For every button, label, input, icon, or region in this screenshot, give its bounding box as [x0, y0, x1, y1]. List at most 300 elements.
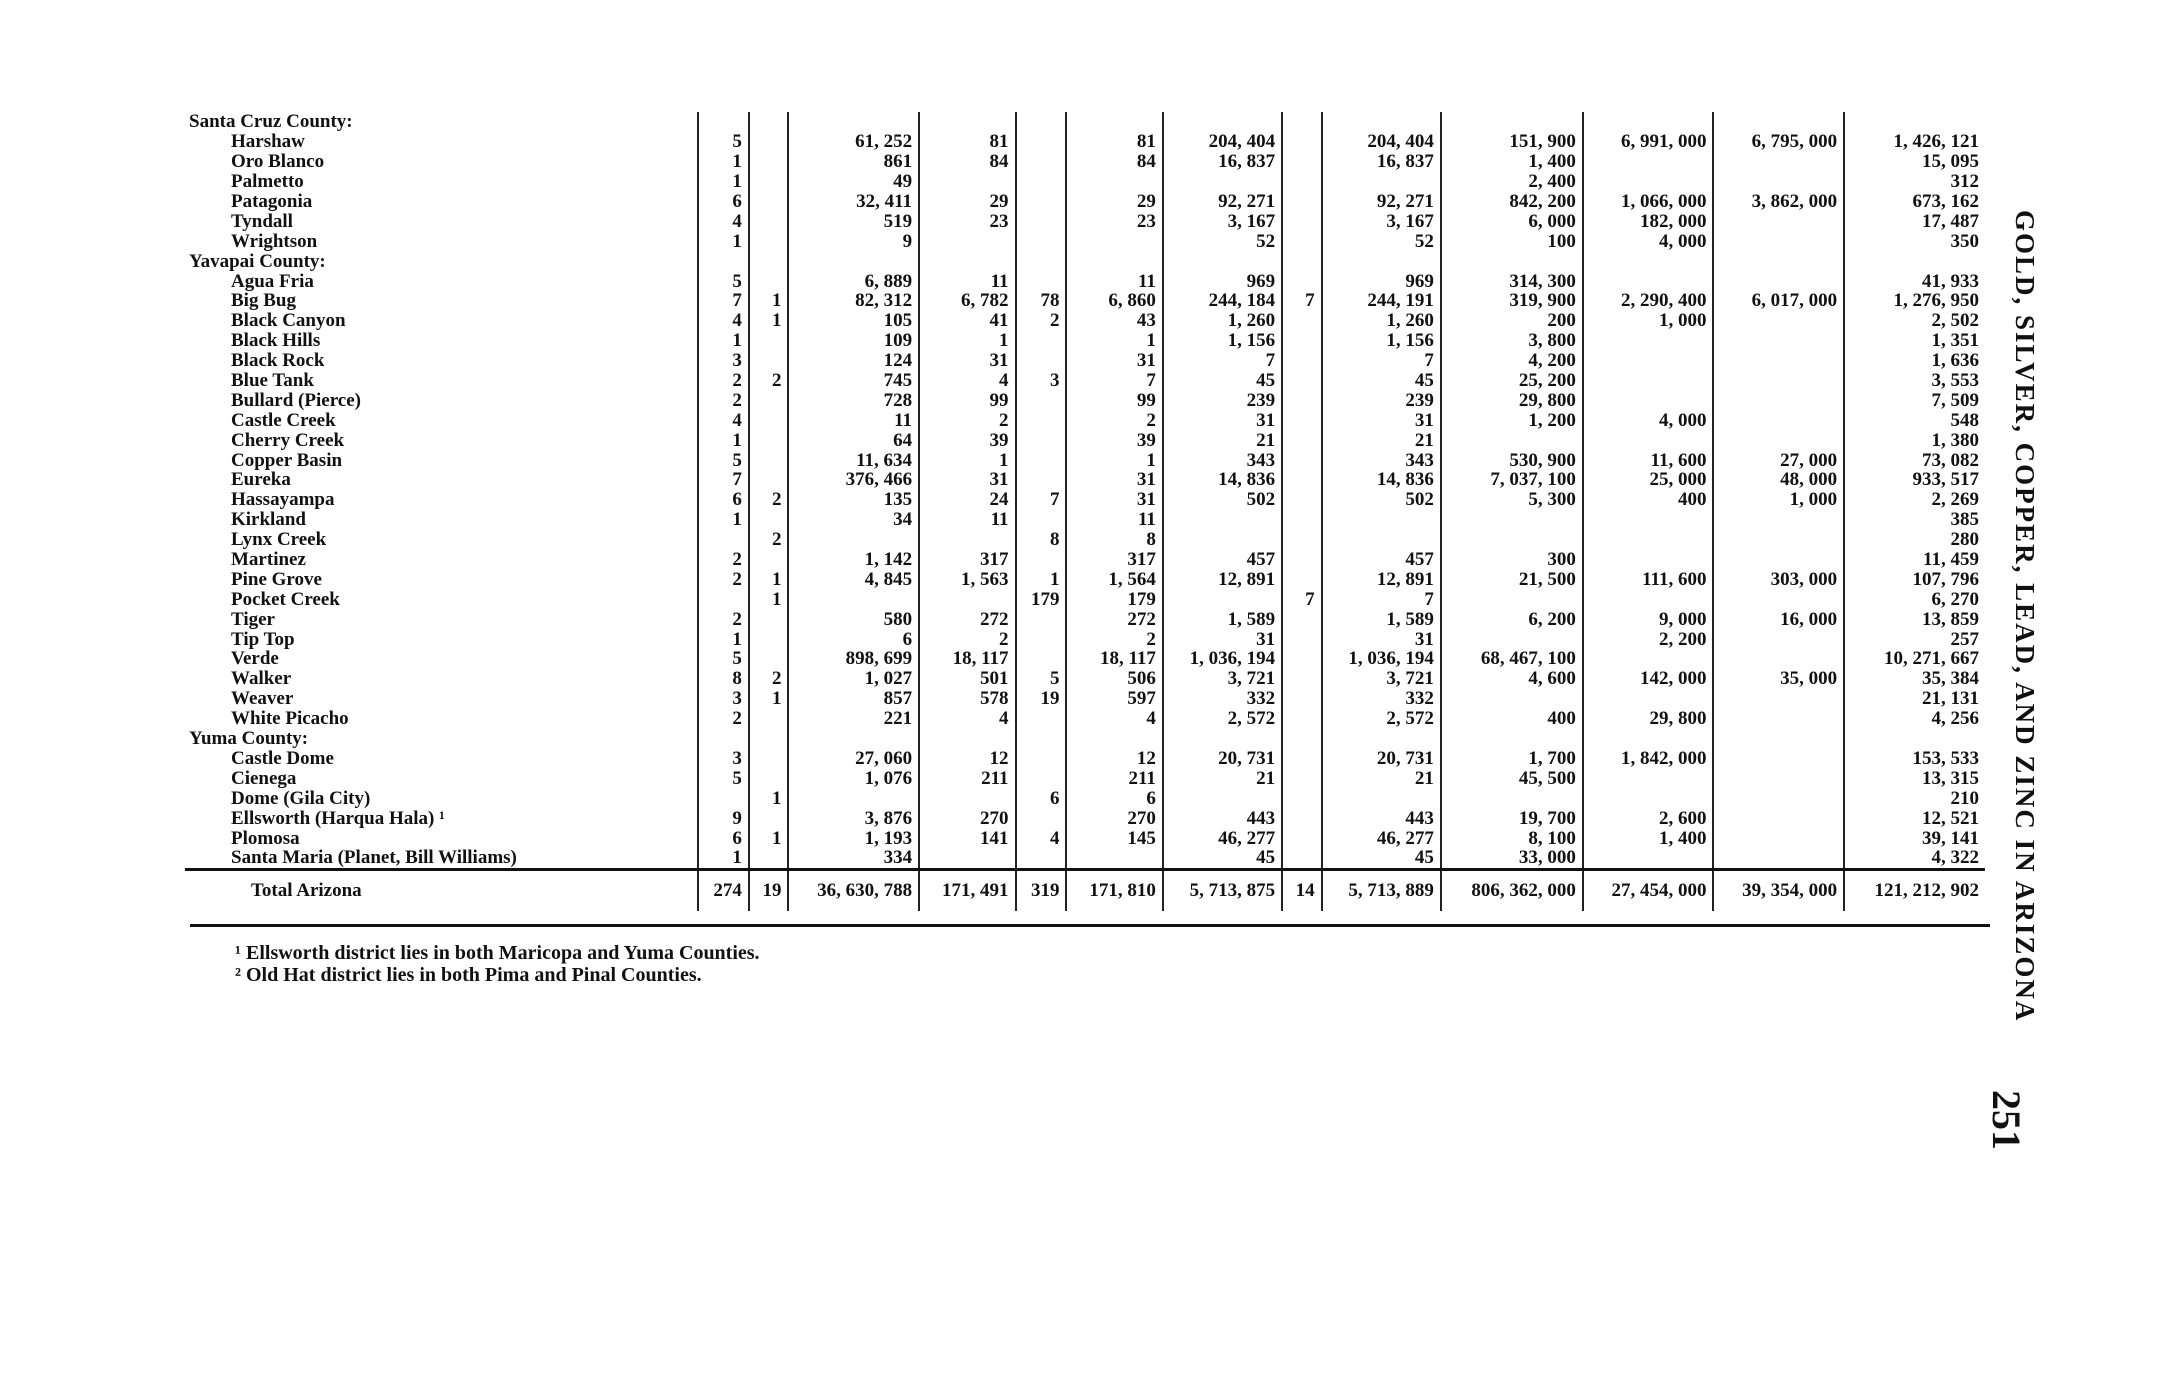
table-cell: 211 — [919, 768, 1015, 788]
district-name: Dome (Gila City) — [231, 787, 371, 809]
table-cell — [698, 530, 749, 550]
table-cell: 1 — [698, 629, 749, 649]
table-cell — [1016, 450, 1067, 470]
table-cell — [1066, 251, 1162, 271]
district-name: Eureka — [231, 469, 291, 491]
table-cell: 12 — [919, 749, 1015, 769]
table-cell: 2 — [749, 371, 789, 391]
district-name: Palmetto — [231, 171, 304, 193]
table-cell — [1282, 848, 1322, 869]
footnote-1: ¹ Ellsworth district lies in both Maricopa and Yuma Counties. — [235, 942, 760, 964]
table-cell: 3, 721 — [1322, 669, 1441, 689]
table-cell — [749, 470, 789, 490]
table-cell: 280 — [1844, 530, 1985, 550]
table-cell: 6 — [1016, 788, 1067, 808]
table-cell: 9, 000 — [1583, 609, 1714, 629]
table-cell — [1016, 749, 1067, 769]
table-cell: 19, 700 — [1441, 808, 1583, 828]
table-cell: 1 — [1016, 569, 1067, 589]
table-cell — [1282, 251, 1322, 271]
table-cell — [1016, 390, 1067, 410]
table-cell: 7 — [1066, 371, 1162, 391]
table-cell — [1163, 788, 1282, 808]
district-name: White Picacho — [231, 708, 349, 730]
table-cell: 1 — [698, 331, 749, 351]
table-cell: 303, 000 — [1713, 569, 1844, 589]
table-row — [185, 490, 1985, 510]
table-cell: 105 — [788, 311, 919, 331]
table-cell — [1282, 450, 1322, 470]
table-row — [185, 808, 1985, 828]
table-row — [185, 848, 1985, 869]
table-cell: 45 — [1163, 371, 1282, 391]
table-row — [185, 530, 1985, 550]
table-cell: 1 — [749, 569, 789, 589]
table-cell: 46, 277 — [1163, 828, 1282, 848]
table-cell: 6, 782 — [919, 291, 1015, 311]
table-cell: 6 — [698, 490, 749, 510]
table-cell: 43 — [1066, 311, 1162, 331]
table-cell: 200 — [1441, 311, 1583, 331]
table-cell: 580 — [788, 609, 919, 629]
district-name: Cienega — [231, 767, 297, 789]
table-cell — [1713, 749, 1844, 769]
table-cell — [1282, 490, 1322, 510]
table-cell: 39, 354, 000 — [1713, 869, 1844, 911]
table-row — [185, 172, 1985, 192]
table-cell: 14, 836 — [1322, 470, 1441, 490]
table-cell: 7 — [1282, 589, 1322, 609]
table-cell: 1, 066, 000 — [1583, 192, 1714, 212]
table-row — [185, 371, 1985, 391]
table-row — [185, 311, 1985, 331]
table-cell: 11 — [1066, 510, 1162, 530]
table-cell — [1016, 152, 1067, 172]
table-cell — [698, 251, 749, 271]
table-cell: 8 — [1066, 530, 1162, 550]
table-cell: 68, 467, 100 — [1441, 649, 1583, 669]
table-cell — [1016, 470, 1067, 490]
table-cell — [1066, 172, 1162, 192]
table-cell: 2 — [698, 609, 749, 629]
table-cell — [1016, 808, 1067, 828]
table-cell: 16, 837 — [1163, 152, 1282, 172]
table-cell — [1282, 271, 1322, 291]
table-cell — [1583, 788, 1714, 808]
table-cell — [749, 192, 789, 212]
table-cell: 1, 027 — [788, 669, 919, 689]
table-row — [185, 609, 1985, 629]
table-cell: 135 — [788, 490, 919, 510]
table-cell — [1713, 510, 1844, 530]
table-cell: 2 — [698, 709, 749, 729]
table-row — [185, 192, 1985, 212]
table-cell — [1713, 271, 1844, 291]
table-cell: 745 — [788, 371, 919, 391]
table-cell — [1016, 609, 1067, 629]
table-cell — [1282, 112, 1322, 132]
table-cell: 7 — [1322, 589, 1441, 609]
table-cell — [749, 211, 789, 231]
table-cell — [1016, 649, 1067, 669]
table-cell — [1322, 729, 1441, 749]
table-cell: 244, 184 — [1163, 291, 1282, 311]
table-cell: 7 — [1163, 351, 1282, 371]
table-cell — [1322, 251, 1441, 271]
table-cell: 4 — [698, 410, 749, 430]
table-cell: 332 — [1163, 689, 1282, 709]
table-cell: 81 — [1066, 132, 1162, 152]
table-row — [185, 550, 1985, 570]
table-cell: 2, 290, 400 — [1583, 291, 1714, 311]
county-row — [185, 729, 1985, 749]
table-cell: 1, 156 — [1322, 331, 1441, 351]
table-cell — [749, 410, 789, 430]
table-cell: 45 — [1163, 848, 1282, 869]
table-cell — [1713, 729, 1844, 749]
table-cell: 2 — [698, 371, 749, 391]
table-cell: 1, 036, 194 — [1322, 649, 1441, 669]
table-cell: 2, 400 — [1441, 172, 1583, 192]
table-cell: 9 — [788, 231, 919, 251]
table-cell: 25, 200 — [1441, 371, 1583, 391]
table-cell — [1583, 371, 1714, 391]
table-cell — [1441, 629, 1583, 649]
table-cell — [1282, 211, 1322, 231]
table-cell — [1282, 569, 1322, 589]
table-cell: 376, 466 — [788, 470, 919, 490]
table-cell: 13, 315 — [1844, 768, 1985, 788]
table-cell — [1282, 331, 1322, 351]
table-cell — [919, 172, 1015, 192]
table-cell — [1441, 510, 1583, 530]
table-cell — [1583, 689, 1714, 709]
table-bottom-rule — [190, 924, 1990, 927]
table-cell: 314, 300 — [1441, 271, 1583, 291]
table-cell: 239 — [1322, 390, 1441, 410]
table-cell: 3 — [698, 749, 749, 769]
table-cell: 21, 500 — [1441, 569, 1583, 589]
table-cell: 3 — [698, 351, 749, 371]
table-cell: 3, 553 — [1844, 371, 1985, 391]
table-cell — [1583, 848, 1714, 869]
table-cell: 13, 859 — [1844, 609, 1985, 629]
table-cell — [1713, 768, 1844, 788]
table-cell: 6, 000 — [1441, 211, 1583, 231]
table-cell — [1713, 709, 1844, 729]
table-cell — [1016, 231, 1067, 251]
table-cell — [749, 351, 789, 371]
table-row — [185, 470, 1985, 490]
table-cell — [1583, 430, 1714, 450]
table-cell — [1713, 371, 1844, 391]
table-cell: 2 — [749, 490, 789, 510]
table-cell: 12 — [1066, 749, 1162, 769]
table-cell: 673, 162 — [1844, 192, 1985, 212]
table-cell: 48, 000 — [1713, 470, 1844, 490]
table-cell: 2, 600 — [1583, 808, 1714, 828]
table-cell: 1, 563 — [919, 569, 1015, 589]
table-cell: 21 — [1322, 430, 1441, 450]
table-cell: 39, 141 — [1844, 828, 1985, 848]
table-cell — [788, 112, 919, 132]
table-cell — [1016, 331, 1067, 351]
table-cell: 6, 795, 000 — [1713, 132, 1844, 152]
district-name: Lynx Creek — [231, 529, 327, 551]
table-cell — [1441, 430, 1583, 450]
table-cell: 11, 459 — [1844, 550, 1985, 570]
table-cell: 142, 000 — [1583, 669, 1714, 689]
table-cell: 1, 351 — [1844, 331, 1985, 351]
table-cell — [1066, 729, 1162, 749]
table-cell: 36, 630, 788 — [788, 869, 919, 911]
table-cell: 7 — [698, 470, 749, 490]
table-cell: 861 — [788, 152, 919, 172]
table-cell: 3, 862, 000 — [1713, 192, 1844, 212]
table-cell — [1713, 152, 1844, 172]
table-cell: 31 — [1322, 410, 1441, 430]
table-cell — [1282, 550, 1322, 570]
table-cell — [919, 251, 1015, 271]
table-cell — [1016, 132, 1067, 152]
table-cell: 274 — [698, 869, 749, 911]
table-cell: 2 — [1066, 410, 1162, 430]
district-name: Castle Creek — [231, 409, 336, 431]
table-cell: 1 — [749, 311, 789, 331]
county-row — [185, 251, 1985, 271]
table-cell: 151, 900 — [1441, 132, 1583, 152]
table-cell: 2 — [749, 669, 789, 689]
table-cell — [1713, 530, 1844, 550]
table-cell: 1 — [698, 430, 749, 450]
table-cell — [1016, 768, 1067, 788]
table-row — [185, 132, 1985, 152]
table-cell — [1713, 848, 1844, 869]
table-cell: 100 — [1441, 231, 1583, 251]
table-cell: 1 — [919, 331, 1015, 351]
table-cell: 332 — [1322, 689, 1441, 709]
district-name: Blue Tank — [231, 370, 314, 392]
table-cell: 969 — [1163, 271, 1282, 291]
table-cell: 5 — [698, 132, 749, 152]
table-cell — [1282, 192, 1322, 212]
table-cell: 29, 800 — [1583, 709, 1714, 729]
table-cell — [1713, 430, 1844, 450]
table-cell: 6 — [698, 828, 749, 848]
table-cell: 31 — [919, 351, 1015, 371]
table-cell — [1066, 848, 1162, 869]
table-cell: 1, 000 — [1713, 490, 1844, 510]
table-cell: 319, 900 — [1441, 291, 1583, 311]
table-cell: 84 — [1066, 152, 1162, 172]
table-cell — [919, 729, 1015, 749]
table-cell: 5, 713, 875 — [1163, 869, 1282, 911]
table-cell: 12, 521 — [1844, 808, 1985, 828]
table-row — [185, 410, 1985, 430]
table-cell: 1, 589 — [1322, 609, 1441, 629]
table-cell: 1, 260 — [1163, 311, 1282, 331]
table-cell: 11 — [1066, 271, 1162, 291]
table-cell: 153, 533 — [1844, 749, 1985, 769]
table-row — [185, 709, 1985, 729]
table-cell — [1441, 530, 1583, 550]
district-name: Tiger — [231, 608, 275, 630]
table-cell — [788, 530, 919, 550]
table-cell: 2 — [698, 550, 749, 570]
table-cell: 5 — [698, 450, 749, 470]
table-cell: 3 — [1016, 371, 1067, 391]
table-cell — [1713, 828, 1844, 848]
table-cell — [1322, 530, 1441, 550]
table-cell: 24 — [919, 490, 1015, 510]
running-head: GOLD, SILVER, COPPER, LEAD, AND ZINC IN ARIZONA — [2010, 210, 2040, 1023]
table-cell: 1, 589 — [1163, 609, 1282, 629]
table-cell: 2 — [749, 530, 789, 550]
table-cell: 11 — [788, 410, 919, 430]
district-name: Ellsworth (Harqua Hala) ¹ — [231, 807, 445, 829]
table-cell: 45, 500 — [1441, 768, 1583, 788]
table-cell: 1 — [1066, 331, 1162, 351]
table-cell: 45 — [1322, 371, 1441, 391]
table-cell — [749, 629, 789, 649]
table-cell: 4, 000 — [1583, 410, 1714, 430]
table-cell — [749, 331, 789, 351]
table-cell: 1, 156 — [1163, 331, 1282, 351]
table-row — [185, 589, 1985, 609]
table-cell: 204, 404 — [1163, 132, 1282, 152]
table-cell: 7 — [698, 291, 749, 311]
table-cell: 81 — [919, 132, 1015, 152]
table-cell: 32, 411 — [788, 192, 919, 212]
table-cell: 501 — [919, 669, 1015, 689]
table-cell: 7 — [1016, 490, 1067, 510]
district-name: Santa Maria (Planet, Bill Williams) — [231, 847, 517, 869]
table-cell: 8 — [1016, 530, 1067, 550]
table-cell — [1282, 371, 1322, 391]
table-cell — [1282, 410, 1322, 430]
table-cell: 45 — [1322, 848, 1441, 869]
table-cell — [919, 112, 1015, 132]
table-cell: 8, 100 — [1441, 828, 1583, 848]
table-cell: 3, 721 — [1163, 669, 1282, 689]
table-cell: 4, 600 — [1441, 669, 1583, 689]
table-cell — [1282, 749, 1322, 769]
table-cell — [1016, 550, 1067, 570]
table-cell — [788, 729, 919, 749]
district-name: Pocket Creek — [231, 588, 340, 610]
table-cell: 7 — [1282, 291, 1322, 311]
table-cell: 49 — [788, 172, 919, 192]
table-cell: 11 — [919, 510, 1015, 530]
table-cell — [1713, 649, 1844, 669]
table-cell: 221 — [788, 709, 919, 729]
table-cell — [698, 788, 749, 808]
table-cell: 1, 036, 194 — [1163, 649, 1282, 669]
table-cell — [1282, 689, 1322, 709]
table-cell: 33, 000 — [1441, 848, 1583, 869]
table-cell: 1 — [698, 152, 749, 172]
table-cell — [1282, 430, 1322, 450]
district-name: Weaver — [231, 688, 294, 710]
table-cell — [1016, 510, 1067, 530]
table-cell: 2, 572 — [1322, 709, 1441, 729]
table-cell: 1, 000 — [1583, 311, 1714, 331]
table-cell — [749, 112, 789, 132]
district-name: Big Bug — [231, 290, 296, 312]
table-cell: 2, 572 — [1163, 709, 1282, 729]
table-cell: 548 — [1844, 410, 1985, 430]
table-cell — [788, 589, 919, 609]
table-cell: 2 — [919, 629, 1015, 649]
district-name: Tyndall — [231, 210, 293, 232]
table-cell — [1282, 808, 1322, 828]
table-cell — [919, 848, 1015, 869]
table-cell — [1282, 530, 1322, 550]
table-row — [185, 351, 1985, 371]
table-cell: 99 — [919, 390, 1015, 410]
table-cell: 1 — [698, 510, 749, 530]
table-cell — [1441, 689, 1583, 709]
table-cell — [749, 152, 789, 172]
table-cell: 457 — [1322, 550, 1441, 570]
table-cell: 6 — [1066, 788, 1162, 808]
table-cell — [749, 271, 789, 291]
table-cell: 31 — [1066, 351, 1162, 371]
table-cell — [1713, 689, 1844, 709]
table-cell — [1163, 172, 1282, 192]
table-cell: 21 — [1163, 430, 1282, 450]
table-cell: 317 — [919, 550, 1015, 570]
table-cell: 272 — [1066, 609, 1162, 629]
district-name: Cherry Creek — [231, 429, 345, 451]
table-cell: 1, 076 — [788, 768, 919, 788]
table-cell — [1282, 768, 1322, 788]
table-cell: 179 — [1066, 589, 1162, 609]
district-name: Pine Grove — [231, 568, 322, 590]
table-cell: 1, 260 — [1322, 311, 1441, 331]
table-cell — [1163, 530, 1282, 550]
table-cell — [1713, 808, 1844, 828]
table-cell — [1583, 510, 1714, 530]
table-cell: 2, 502 — [1844, 311, 1985, 331]
table-cell: 728 — [788, 390, 919, 410]
table-cell — [1844, 251, 1985, 271]
table-cell: 270 — [919, 808, 1015, 828]
table-cell — [1713, 331, 1844, 351]
table-cell — [1441, 112, 1583, 132]
table-cell — [1583, 649, 1714, 669]
district-name: Black Canyon — [231, 310, 346, 332]
table-cell — [919, 231, 1015, 251]
table-cell — [1282, 172, 1322, 192]
table-cell — [1016, 848, 1067, 869]
district-name: Hassayampa — [231, 489, 335, 511]
table-cell — [1282, 152, 1322, 172]
table-cell: 73, 082 — [1844, 450, 1985, 470]
table-cell: 898, 699 — [788, 649, 919, 669]
table-cell — [1282, 132, 1322, 152]
table-cell — [749, 132, 789, 152]
table-cell: 10, 271, 667 — [1844, 649, 1985, 669]
table-cell: 109 — [788, 331, 919, 351]
table-cell: 385 — [1844, 510, 1985, 530]
table-cell: 6, 200 — [1441, 609, 1583, 629]
table-cell: 857 — [788, 689, 919, 709]
table-cell: 272 — [919, 609, 1015, 629]
footnote-2: ² Old Hat district lies in both Pima and Pinal Counties. — [235, 964, 702, 986]
table-cell: 530, 900 — [1441, 450, 1583, 470]
table-cell: 350 — [1844, 231, 1985, 251]
